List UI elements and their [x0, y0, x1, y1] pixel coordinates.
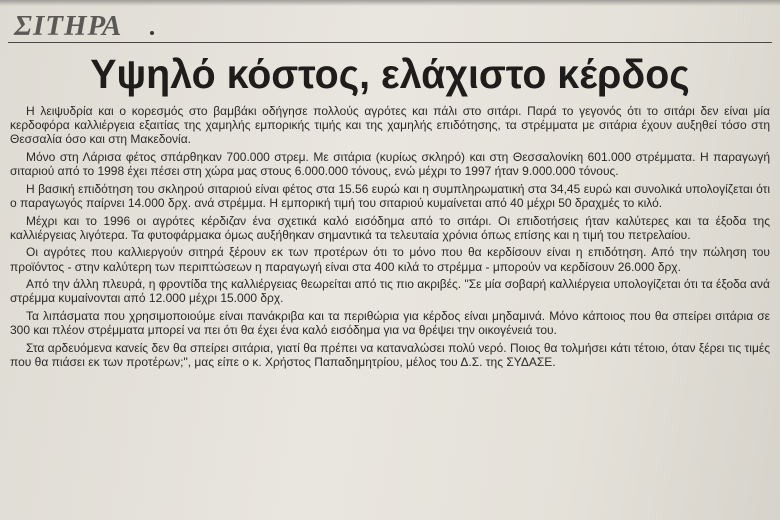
paragraph: Η βασική επιδότηση του σκληρού σιταριού είναι φέτος στα 15.56 ευρώ και η συμπληρωματική στα 34,45 ευρώ και συνολικά υπολογίζεται ότι ο παραγωγός παίρνει 14.000 δρχ. ανά στρέμμα. Η εμπορική τιμή του σιταριού κυμαίνεται από 40 μέχρι 50 δραχμές το κιλό. [10, 181, 770, 210]
headline: Υψηλό κόστος, ελάχιστο κέρδος [90, 51, 690, 97]
paragraph: Μέχρι και το 1996 οι αγρότες κέρδιζαν ένα σχετικά καλό εισόδημα από το σιτάρι. Οι επιδοτήσεις ήταν καλύτερες και τα έξοδα της καλλιέργειας λιγότερα. Τα φυτοφάρμακα όμως αυξήθηκαν σημαντικά τα τελευταία χρόνια όπως επίσης και η τιμή του πετρελαίου. [10, 213, 770, 242]
section-dot [150, 31, 154, 35]
paragraph: Οι αγρότες που καλλιεργούν σιτηρά ξέρουν εκ των προτέρων ότι το μόνο που θα κερδίσουν είναι η επιδότηση. Από την πώληση του προϊόντος - στην καλύτερη των περιπτώσεων η παραγωγή είναι στα 400 κιλά το στρέμμα - μπορούν να κερδίσουν 26.000 δρχ. [10, 245, 770, 274]
paragraph: Στα αρδευόμενα κανείς δεν θα σπείρει σιτάρια, γιατί θα πρέπει να καταναλώσει πολύ νερό. Ποιος θα τολμήσει κάτι τέτοιο, όταν ξέρει τις τιμές που θα πιάσει εκ των προτέρων;", μας είπε ο κ. Χρήστος Παπαδημητρίου, μέλος του Δ.Σ. της ΣΥΔΑΣΕ. [10, 340, 770, 369]
paragraph: Τα λιπάσματα που χρησιμοποιούμε είναι πανάκριβα και τα περιθώρια για κέρδος είναι μηδαμινά. Μόνο κάποιος που θα σπείρει σιτάρια σε 300 και πλέον στρέμματα μπορεί να πει ότι θα έχει ένα καλό εισόδημα για να θρέψει την οικογένειά του. [10, 308, 770, 338]
article-body [10, 104, 770, 373]
scan-shadow [0, 0, 780, 6]
paragraph: Από την άλλη πλευρά, η φροντίδα της καλλιέργειας θεωρείται από τις πιο ακριβές. "Σε μία σοβαρή καλλιέργεια υπολογίζεται ότι τα έξοδα ανά στρέμμα κυμαίνονται από 12.000 μέχρι 15.000 δρχ. [10, 277, 770, 306]
paragraph: Η λειψυδρία και ο κορεσμός στο βαμβάκι οδήγησε πολλούς αγρότες και πάλι στο σιτάρι. Παρά το γεγονός ότι το σιτάρι δεν είναι μία κερδοφόρα καλλιέργεια εξαιτίας της χαμηλής εμπορικής τιμής και της χαμηλής επιδότησης, τα στρέμματα με σιτάρια έχουν αυξηθεί τόσο στη Θεσσαλία όσο και στη Μακεδονία. [10, 104, 770, 147]
section-rule [8, 42, 772, 43]
section-label: ΣΙΤΗΡΑ [14, 10, 123, 42]
paragraph: Μόνο στη Λάρισα φέτος σπάρθηκαν 700.000 στρεμ. Με σιτάρια (κυρίως σκληρό) και στη Θεσσαλονίκη 601.000 στρέμματα. Η παραγωγή σιταριού από το 1998 έχει πέσει στη χώρα μας στους 6.000.000 τόνους, ενώ μέχρι το 1997 ήταν 9.000.000 τόνους. [10, 150, 770, 179]
